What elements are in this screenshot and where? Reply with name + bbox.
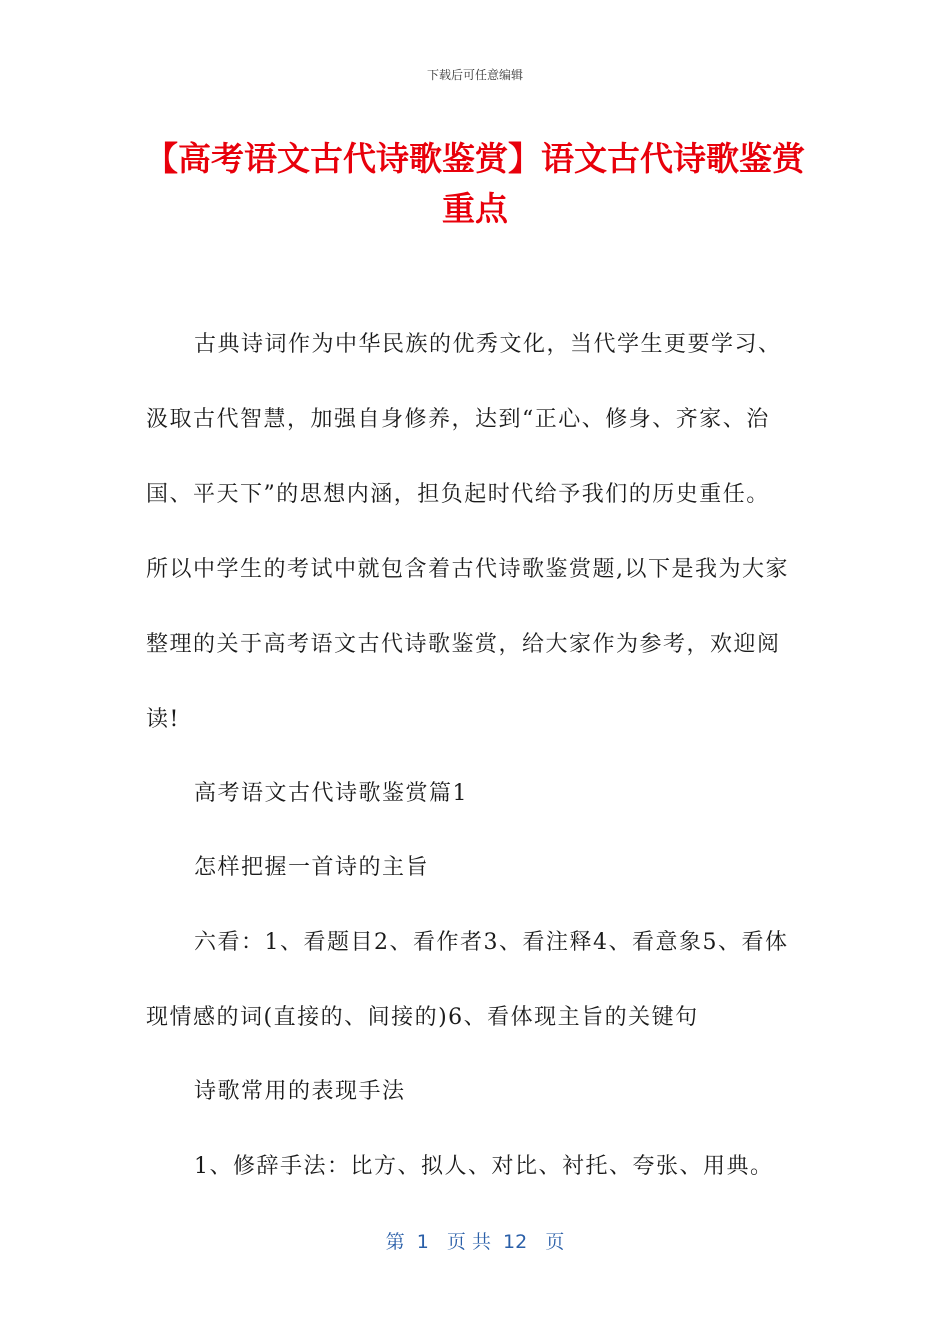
text-line: 古典诗词作为中华民族的优秀文化，当代学生更要学习、 bbox=[194, 332, 782, 357]
text-line: 整理的关于高考语文古代诗歌鉴赏，给大家作为参考，欢迎阅 bbox=[146, 632, 781, 657]
text-line: 读! bbox=[146, 707, 180, 732]
subheading-text: 怎样把握一首诗的主旨 bbox=[194, 855, 430, 880]
download-edit-note: 下载后可任意编辑 bbox=[426, 68, 523, 82]
text-line: 六看：1、看题目2、看作者3、看注释4、看意象5、看体 bbox=[194, 930, 789, 955]
intro-paragraph bbox=[146, 332, 806, 782]
text-line: 汲取古代智慧，加强自身修养，达到“正心、修身、齐家、治 bbox=[146, 407, 770, 432]
section-heading-text: 高考语文古代诗歌鉴赏篇1 bbox=[194, 781, 468, 806]
text-line: 现情感的词(直接的、间接的)6、看体现主旨的关键句 bbox=[146, 1005, 699, 1030]
text-line: 所以中学生的考试中就包含着古代诗歌鉴赏题,以下是我为大家 bbox=[146, 557, 789, 582]
subheading-theme bbox=[146, 855, 806, 930]
document-title: 【高考语文古代诗歌鉴赏】语文古代诗歌鉴赏重点 bbox=[145, 139, 805, 228]
text-line: 国、平天下”的思想内涵，担负起时代给予我们的历史重任。 bbox=[146, 482, 770, 507]
list-item-rhetoric bbox=[146, 1154, 806, 1229]
page-indicator: 第 1 页 共 12 页 bbox=[385, 1231, 565, 1253]
section-heading bbox=[146, 781, 806, 856]
list-item-text: 1、修辞手法：比方、拟人、对比、衬托、夸张、用典。 bbox=[194, 1154, 774, 1179]
subheading-text: 诗歌常用的表现手法 bbox=[194, 1079, 406, 1104]
subheading-techniques bbox=[146, 1079, 806, 1154]
six-look-paragraph bbox=[146, 930, 806, 1080]
